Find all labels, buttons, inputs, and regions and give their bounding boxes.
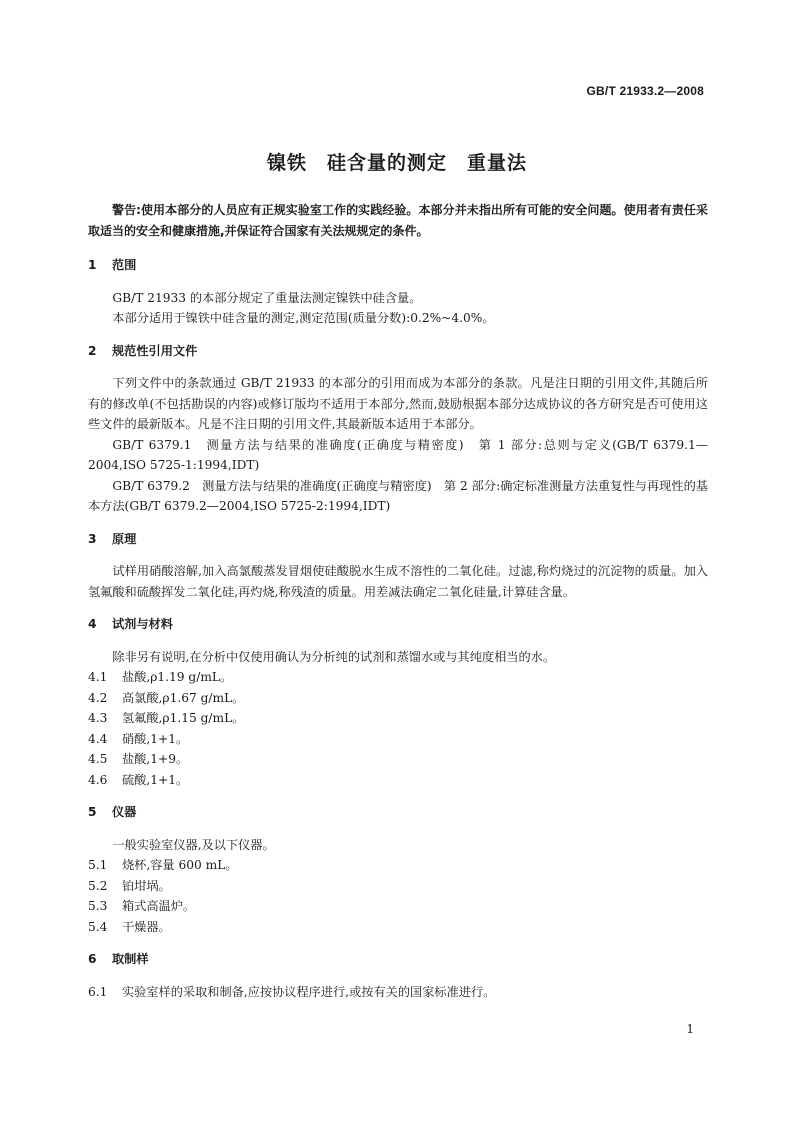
item-text: 干燥器。: [122, 919, 171, 934]
list-item: [88, 729, 708, 750]
item-text: 盐酸,1+9。: [122, 752, 189, 766]
list-item: [88, 708, 708, 729]
reference-entry: GB/T 6379.1 测量方法与结果的准确度(正确度与精密度) 第 1 部分:总则与定义(GB/T 6379.1—2004,ISO 5725-1:1994,IDT): [88, 437, 708, 472]
list-item: [88, 667, 708, 688]
page-number: 1: [686, 1022, 694, 1036]
item-number: 5.1: [88, 858, 108, 872]
item-number: 4.3: [88, 711, 108, 725]
standard-code: GB/T 21933.2—2008: [586, 84, 704, 98]
list-item: [88, 982, 708, 1003]
section-title: 范围: [112, 258, 137, 272]
section-heading: [88, 949, 708, 970]
item-number: 4.5: [88, 752, 108, 766]
reference-entry: GB/T 6379.2 测量方法与结果的准确度(正确度与精密度) 第 2 部分:确定标准测量方法重复性与再现性的基本方法(GB/T 6379.2—2004,ISO 5725-2:1994,IDT): [88, 478, 708, 513]
section-number: 5: [88, 805, 97, 819]
section-principle: [88, 529, 708, 603]
paragraph: 一般实验室仪器,及以下仪器。: [112, 837, 275, 852]
item-text: 实验室样的采取和制备,应按协议程序进行,或按有关的国家标准进行。: [122, 984, 496, 999]
item-text: 铂坩埚。: [122, 878, 171, 893]
section-apparatus: [88, 802, 708, 937]
section-number: 2: [88, 343, 97, 358]
list-item: [88, 876, 708, 897]
paragraph: 下列文件中的条款通过 GB/T 21933 的本部分的引用而成为本部分的条款。凡是注日期的引用文件,其随后所有的修改单(不包括勘误的内容)或修订版均不适用于本部分,然而,鼓励根据本部分达成协议的各方研究是否可使用这些文件的最新版本。凡是不注日期的引用文件,其最新版本适用于本部分。: [88, 376, 708, 431]
list-item: [88, 917, 708, 938]
item-number: 5.3: [88, 899, 108, 913]
section-sampling: [88, 949, 708, 1002]
item-text: 箱式高温炉。: [122, 899, 196, 913]
section-title: 规范性引用文件: [112, 343, 198, 358]
item-number: 6.1: [88, 984, 108, 999]
section-number: 4: [88, 617, 97, 631]
section-number: 6: [88, 952, 97, 966]
list-item: [88, 896, 708, 917]
section-heading: [88, 529, 708, 550]
item-number: 4.4: [88, 731, 108, 746]
list-item: [88, 770, 708, 791]
paragraph: 试样用硝酸溶解,加入高氯酸蒸发冒烟使硅酸脱水生成不溶性的二氧化硅。过滤,称灼烧过的沉淀物的质量。加入氢氟酸和硫酸挥发二氧化硅,再灼烧,称残渣的质量。用差减法确定二氧化硅量,计算硅含量。: [88, 564, 708, 599]
item-text: 高氯酸,ρ1.67 g/mL。: [122, 690, 245, 705]
document-body: [88, 200, 708, 1014]
item-text: 氢氟酸,ρ1.15 g/mL。: [122, 711, 245, 725]
section-heading: [88, 255, 708, 276]
section-heading: [88, 341, 708, 362]
item-number: 4.2: [88, 690, 108, 705]
item-number: 4.6: [88, 772, 108, 787]
section-title: 原理: [112, 531, 137, 546]
section-heading: [88, 614, 708, 635]
item-text: 烧杯,容量 600 mL。: [122, 858, 238, 872]
paragraph: 除非另有说明,在分析中仅使用确认为分析纯的试剂和蒸馏水或与其纯度相当的水。: [112, 649, 556, 664]
item-number: 5.4: [88, 919, 108, 934]
item-text: 硫酸,1+1。: [122, 772, 189, 787]
paragraph: 本部分适用于镍铁中硅含量的测定,测定范围(质量分数):0.2%~4.0%。: [112, 311, 495, 325]
list-item: [88, 855, 708, 876]
section-title: 仪器: [112, 805, 137, 819]
section-title: 取制样: [112, 952, 149, 966]
section-scope: [88, 255, 708, 329]
section-title: 试剂与材料: [112, 617, 173, 631]
section-heading: [88, 802, 708, 823]
section-number: 3: [88, 531, 97, 546]
item-text: 盐酸,ρ1.19 g/mL。: [122, 670, 233, 684]
document-title: 镍铁 硅含量的测定 重量法: [266, 152, 527, 174]
warning-notice: 警告:使用本部分的人员应有正规实验室工作的实践经验。本部分并未指出所有可能的安全问题。使用者有责任采取适当的安全和健康措施,并保证符合国家有关法规规定的条件。: [88, 203, 708, 238]
section-reagents: [88, 614, 708, 790]
item-number: 4.1: [88, 670, 108, 684]
section-normative-references: [88, 341, 708, 517]
list-item: [88, 749, 708, 770]
item-text: 硝酸,1+1。: [122, 731, 189, 746]
item-number: 5.2: [88, 878, 108, 893]
paragraph: GB/T 21933 的本部分规定了重量法测定镍铁中硅含量。: [112, 290, 422, 305]
section-number: 1: [88, 258, 97, 272]
list-item: [88, 688, 708, 709]
